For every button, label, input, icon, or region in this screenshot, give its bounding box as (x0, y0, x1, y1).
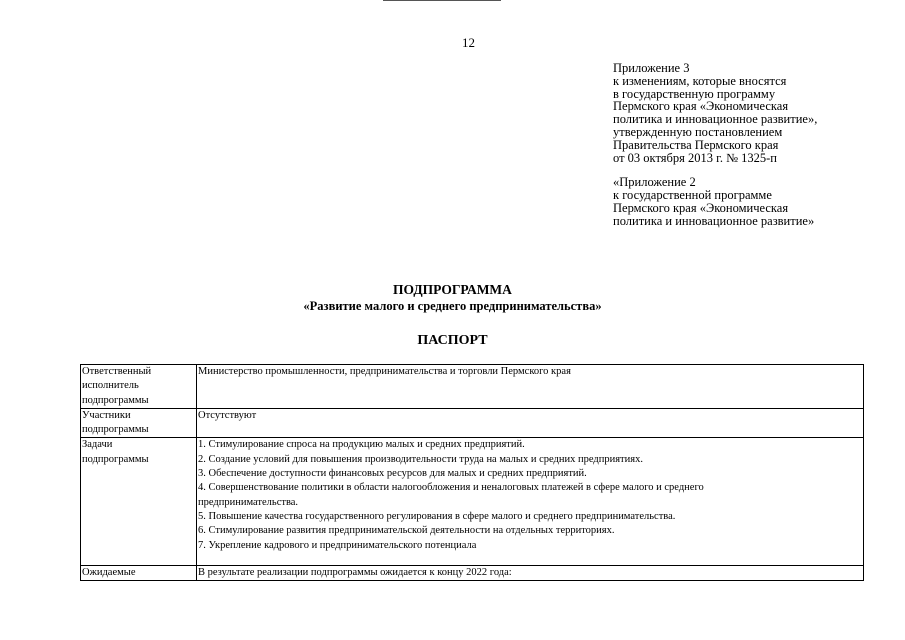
table-row (81, 565, 864, 580)
label-line: подпрограммы (82, 424, 149, 436)
appendix-line: политика и инновационное развитие», (613, 112, 818, 127)
table-row (81, 438, 864, 565)
content-line: предпринимательства. (198, 496, 299, 508)
subprogram-name: «Развитие малого и среднего предпринимательства» (303, 299, 602, 313)
label-line: Ожидаемые (82, 566, 136, 578)
appendix-line: к изменениям, которые вносятся (613, 73, 787, 88)
content-line: В результате реализации подпрограммы ожидается к концу 2022 года: (198, 566, 512, 578)
appendix-line: Приложение 3 (613, 61, 690, 75)
content-line: 1. Стимулирование спроса на продукцию малых и средних предприятий. (198, 439, 525, 451)
label-line: Ответственный (82, 366, 152, 377)
appendix-line: к государственной программе (613, 188, 772, 203)
row-content (197, 565, 864, 580)
passport-table (80, 364, 864, 581)
label-line: подпрограммы (82, 453, 149, 465)
appendix-line: «Приложение 2 (613, 175, 696, 190)
content-line: 7. Укрепление кадрового и предпринимательского потенциала (198, 539, 477, 551)
appendix-note (613, 62, 817, 240)
subprogram-title: ПОДПРОГРАММА (393, 282, 512, 297)
row-label (81, 438, 197, 565)
content-line: 2. Создание условий для повышения производительности труда на малых и средних предприятиях. (198, 453, 643, 465)
appendix-line: политика и инновационное развитие» (613, 213, 815, 228)
appendix-line: Пермского края «Экономическая (613, 200, 789, 215)
appendix-line: Правительства Пермского края (613, 137, 779, 152)
row-label (81, 565, 197, 580)
label-line: Участники (82, 409, 131, 421)
content-line: 4. Совершенствование политики в области налогообложения и неналоговых платежей в сфере малого и среднего (198, 482, 704, 494)
label-line: Задачи (82, 439, 113, 451)
appendix-line: утвержденную постановлением (613, 124, 783, 139)
appendix-line: Пермского края «Экономическая (613, 99, 789, 114)
content-line: Министерство промышленности, предпринимательства и торговли Пермского края (198, 366, 571, 377)
table-row (81, 408, 864, 438)
appendix-block-amendment (613, 62, 817, 164)
content-line: Отсутствуют (198, 409, 257, 421)
page-number: 12 (462, 35, 475, 50)
row-content (197, 408, 864, 438)
row-content (197, 438, 864, 565)
passport-heading: ПАСПОРТ (417, 333, 488, 348)
label-line: подпрограммы (82, 394, 149, 406)
content-line: 5. Повышение качества государственного регулирования в сфере малого и среднего предпринимательства. (198, 510, 676, 522)
top-divider-line (383, 0, 501, 1)
content-line: 6. Стимулирование развития предпринимательской деятельности на отдельных территориях. (198, 525, 615, 537)
table-row (81, 365, 864, 409)
row-content (197, 365, 864, 409)
appendix-block-program (613, 176, 817, 227)
appendix-line: от 03 октября 2013 г. № 1325-п (613, 150, 777, 165)
appendix-line: в государственную программу (613, 86, 776, 101)
row-label (81, 408, 197, 438)
content-line: 3. Обеспечение доступности финансовых ресурсов для малых и средних предприятий. (198, 468, 587, 480)
row-label (81, 365, 197, 409)
label-line: исполнитель (82, 380, 139, 392)
